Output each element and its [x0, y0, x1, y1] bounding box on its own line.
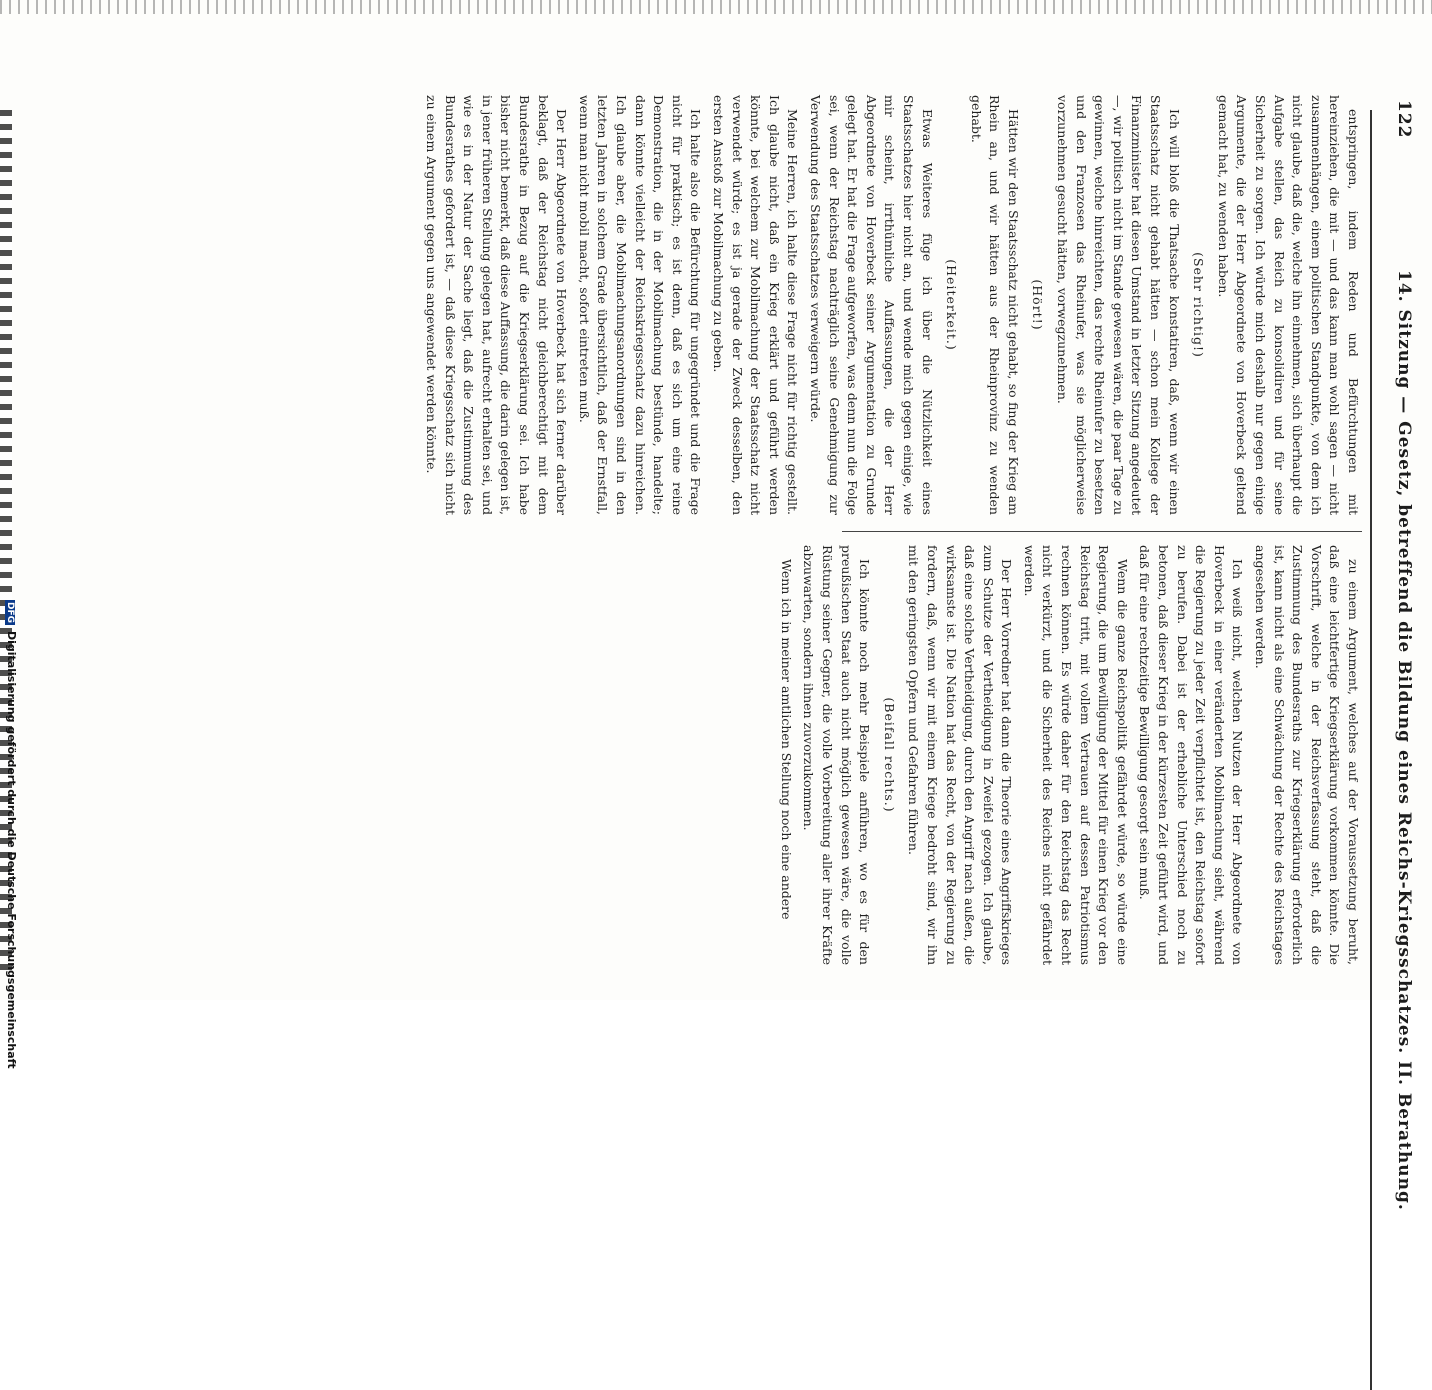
left-text-column [418, 95, 1363, 515]
interjection: (Heiterkeit.) [944, 259, 960, 351]
paragraph: Ich weiß nicht, welchen Nutzen der Herr Abgeordnete von Hoverbeck in einer veränderten Mobilmachung sieht, während die Regierung zu jeder Zeit verpflichtet ist, den Reichstag sofort zu berufen. Dabei ist der erhebliche Unterschied noch zu betonen, daß dieser Krieg in der kürzesten Zeit geführt wird, und daß für eine rechtzeitige Bewilligung gesorgt sein muß. [1137, 545, 1246, 965]
paragraph: Wenn die ganze Reichspolitik gefährdet würde, so würde eine Regierung, die um Bewilligung der Mittel für einen Krieg vor den Reichstag tritt, mit vollem Vertrauen auf dessen Patriotismus rechnen können. Es würde daher für den Reichstag das Recht nicht verkürzt, und die Sicherheit des Reiches nicht gefährdet werden. [1021, 545, 1130, 965]
paragraph: Der Herr Abgeordnete von Hoverbeck hat sich ferner darüber beklagt, daß der Reichstag nicht gleichberechtigt mit dem Bundesrathe in Bezug auf die Kriegserklärung sei. Ich habe bisher nicht bemerkt, daß diese Auffassung, die darin gelegen ist, in jener früheren Stellung gelegen hat, aufrecht erhalten sei, und wie es in der Natur der Sache liegt, daß die Zustimmung des Bundesrathes gefordert ist, — daß diese Kriegsschatz sich nicht zu einem Argument gegen uns angewendet werden könnte. [424, 95, 570, 515]
interjection: (Sehr richtig!) [1191, 252, 1207, 358]
paragraph: Wenn ich in meiner amtlichen Stellung noch eine andere [778, 559, 794, 920]
dfg-logo: DFG [5, 602, 15, 624]
paragraph: Etwas Weiteres füge ich über die Nützlichkeit eines Staatsschatzes hier nicht an, und wende mich gegen einige, wie mir scheint, irrthümliche Auffassungen, die der Herr Abgeordnete von Hoverbeck seiner Argumentation zu Grunde gelegt hat. Er hat die Frage aufgeworfen, was denn nun die Folge sei, wenn der Reichstag nachträglich seine Genehmigung zur Verwendung des Staatsschatzes verweigern würde. [807, 95, 935, 515]
paragraph: Ich will bloß die Thatsache konstatiren, daß, wenn wir einen Staatsschatz nicht gehabt hätten — schon mein Kollege der Finanzminister hat diesen Umstand in letzter Sitzung angedeutet —, wir politisch nicht im Stande gewesen wären, die paar Tage zu gewinnen, welche hinreichten, das rechte Rheinufer zu besetzen und den Franzosen das Rheinufer, was sie möglicherweise vorzunehmen gesucht hätten, vorwegzunehmen. [1055, 95, 1182, 515]
column-divider [842, 531, 1362, 532]
paragraph: Ich könnte noch mehr Beispiele anführen, wo es für den preußischen Staat auch nicht möglich gewesen wäre, die volle Rüstung seiner Gegner, die volle Vorbereitung aller ihrer Kräfte abzuwarten, sondern ihnen zuvorzukommen. [801, 545, 873, 965]
page-number: 122 [1394, 100, 1414, 139]
paragraph: Ich halte also die Befürchtung für ungegründet und die Frage nicht für praktisch; es ist denn, daß es sich um eine reine Demonstration, die in der Mobilmachung bestünde, handelte; dann könnte vielleicht der Reichskriegsschatz dazu hinreichen. Ich glaube aber, die Mobilmachungsanordnungen sind in den letzten Jahren in solchem Grade übersichtlich, daß der Ernstfall, wenn man nicht mobil macht, sofort eintreten muß. [576, 95, 704, 515]
scan-edge-marks [0, 0, 1432, 14]
digitization-credit: Digitalisierung gefördert durch die Deutsche Forschungsgemeinschaft [5, 631, 18, 1069]
interjection: (Beifall rechts.) [881, 697, 897, 813]
credit-strip [0, 600, 18, 1069]
paragraph: Der Herr Vorredner hat dann die Theorie eines Angriffskrieges zum Schutze der Vertheidigung in Zweifel gezogen. Ich glaube, daß eine solche Vertheidigung, durch den Angriff nach außen, die wirksamste ist. Die Nation hat das Recht, von der Regierung zu fordern, daß, wenn wir mit einem Kriege bedroht sind, wir ihn mit den geringsten Opfern und Gefahren führen. [906, 545, 1015, 965]
right-text-column [772, 545, 1362, 965]
running-title: 14. Sitzung — Gesetz, betreffend die Bildung eines Reichs-Kriegsschatzes. II. Berathung. [1394, 270, 1414, 1211]
header-rule [1370, 110, 1372, 1390]
paragraph: Meine Herren, ich halte diese Frage nicht für richtig gestellt. Ich glaube nicht, daß ein Krieg erklärt und geführt werden könnte, bei welchem zur Mobilmachung der Staatsschatz nicht verwendet würde; es ist ja gerade der Zweck desselben, den ersten Anstoß zur Mobilmachung zu geben. [711, 95, 801, 515]
interjection: (Hört!) [1030, 279, 1046, 331]
page-header [1372, 70, 1432, 1211]
paragraph: zu einem Argument, welches auf der Voraussetzung beruht, daß eine leichtfertige Kriegserklärung vorkommen könnte. Die Vorschrift, welche in der Reichsverfassung steht, daß die Zustimmung des Bundesraths zur Kriegserklärung erforderlich ist, kann nicht als eine Schwächung der Rechte des Reichstages angesehen werden. [1253, 545, 1361, 965]
paragraph: Hätten wir den Staatsschatz nicht gehabt, so fing der Krieg am Rhein an, und wir hätten aus der Rheinprovinz zu wenden gehabt. [968, 95, 1021, 515]
paragraph: entspringen, indem Reden und Befürchtungen mit hereinziehen, die mit — und das kann man wohl sagen — nicht zusammenhängen, einem politischen Standpunkte, von dem ich nicht glaube, daß die, welche ihn einnehmen, sich überhaupt die Aufgabe stellen, das Reich zu konsolidiren und für seine Sicherheit zu sorgen. Ich würde mich deshalb nur gegen einige Argumente, die der Herr Abgeordnete von Hoverbeck geltend gemacht hat, zu wenden haben. [1215, 95, 1361, 515]
